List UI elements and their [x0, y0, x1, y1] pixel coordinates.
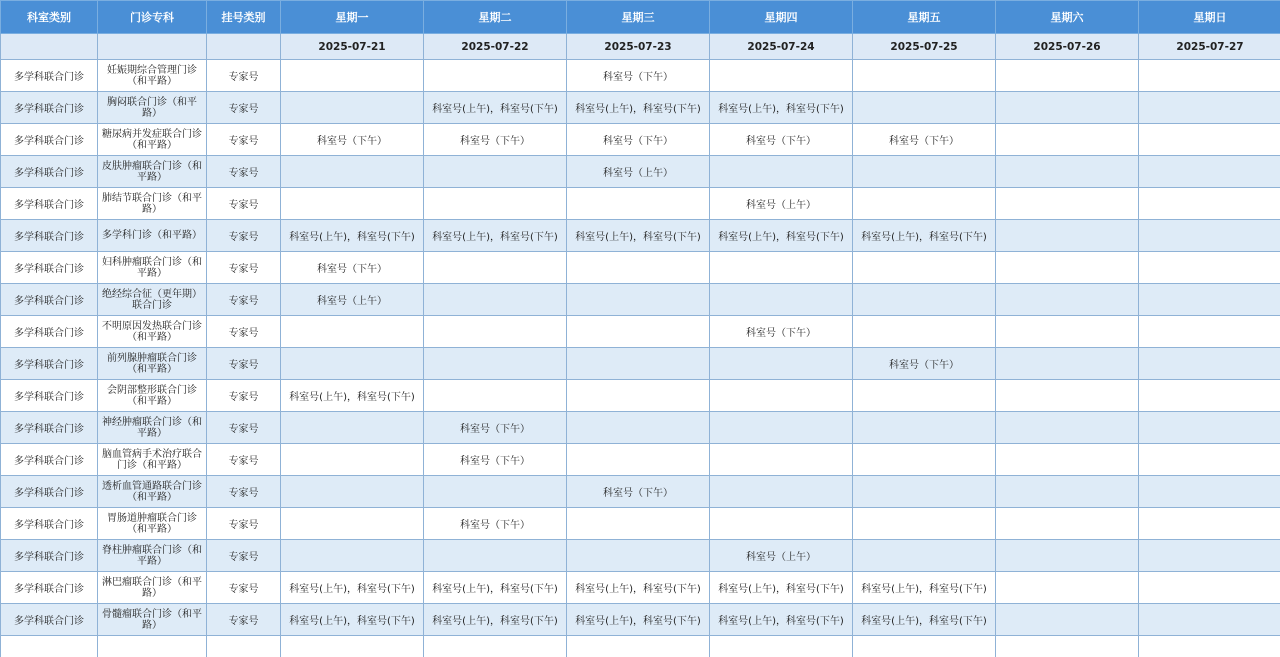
table-row	[1, 412, 1280, 444]
slot-cell-mon	[281, 476, 424, 508]
slot-cell-mon[interactable]: 科室号(上午)，科室号(下午)	[281, 380, 424, 412]
specialty-cell: 妊娠期综合管理门诊（和平路）	[98, 60, 207, 92]
col-header-fri: 星期五	[853, 1, 996, 34]
slot-cell-tue[interactable]: 科室号（下午）	[424, 124, 567, 156]
slot-cell-wed[interactable]: 科室号(上午)，科室号(下午)	[567, 92, 710, 124]
slot-cell-wed	[567, 444, 710, 476]
slot-cell-fri[interactable]: 科室号(上午)，科室号(下午)	[853, 604, 996, 636]
specialty-cell: 绝经综合征（更年期）联合门诊	[98, 284, 207, 316]
col-header-sun: 星期日	[1139, 1, 1280, 34]
slot-cell-tue	[424, 60, 567, 92]
schedule-body	[1, 60, 1280, 657]
date-cell-mon: 2025-07-21	[281, 34, 424, 60]
specialty-cell: 胸闷联合门诊（和平路）	[98, 92, 207, 124]
date-cell-sun: 2025-07-27	[1139, 34, 1280, 60]
empty-cell	[1139, 636, 1280, 657]
slot-cell-wed	[567, 540, 710, 572]
slot-cell-sat	[996, 60, 1139, 92]
date-cell-wed: 2025-07-23	[567, 34, 710, 60]
table-row	[1, 572, 1280, 604]
slot-cell-sun	[1139, 156, 1280, 188]
dept-cell: 多学科联合门诊	[1, 380, 98, 412]
slot-cell-thu	[710, 380, 853, 412]
slot-cell-wed	[567, 348, 710, 380]
slot-cell-sat	[996, 188, 1139, 220]
slot-cell-sun	[1139, 444, 1280, 476]
slot-cell-wed[interactable]: 科室号（上午）	[567, 156, 710, 188]
slot-cell-mon	[281, 412, 424, 444]
col-header-sat: 星期六	[996, 1, 1139, 34]
slot-cell-fri	[853, 412, 996, 444]
slot-cell-sat	[996, 124, 1139, 156]
reg-type-cell: 专家号	[207, 540, 281, 572]
dept-cell: 多学科联合门诊	[1, 508, 98, 540]
empty-cell	[996, 636, 1139, 657]
col-header-mon: 星期一	[281, 1, 424, 34]
slot-cell-thu	[710, 60, 853, 92]
slot-cell-tue[interactable]: 科室号(上午)，科室号(下午)	[424, 604, 567, 636]
slot-cell-mon	[281, 540, 424, 572]
slot-cell-sat	[996, 92, 1139, 124]
table-row	[1, 124, 1280, 156]
dept-cell: 多学科联合门诊	[1, 284, 98, 316]
col-header-tue: 星期二	[424, 1, 567, 34]
dept-cell: 多学科联合门诊	[1, 252, 98, 284]
slot-cell-wed[interactable]: 科室号(上午)，科室号(下午)	[567, 572, 710, 604]
table-row	[1, 540, 1280, 572]
slot-cell-thu[interactable]: 科室号(上午)，科室号(下午)	[710, 604, 853, 636]
slot-cell-sat	[996, 284, 1139, 316]
date-cell-blank	[1, 34, 98, 60]
header-row	[1, 1, 1280, 34]
specialty-cell: 糖尿病并发症联合门诊（和平路）	[98, 124, 207, 156]
slot-cell-sat	[996, 156, 1139, 188]
slot-cell-sun	[1139, 540, 1280, 572]
slot-cell-fri[interactable]: 科室号(上午)，科室号(下午)	[853, 220, 996, 252]
slot-cell-mon[interactable]: 科室号（下午）	[281, 124, 424, 156]
slot-cell-tue	[424, 284, 567, 316]
slot-cell-tue[interactable]: 科室号（下午）	[424, 508, 567, 540]
slot-cell-wed	[567, 508, 710, 540]
dept-cell: 多学科联合门诊	[1, 444, 98, 476]
slot-cell-sat	[996, 316, 1139, 348]
slot-cell-sun	[1139, 604, 1280, 636]
slot-cell-sat	[996, 220, 1139, 252]
empty-cell	[281, 636, 424, 657]
slot-cell-fri[interactable]: 科室号（下午）	[853, 124, 996, 156]
date-cell-thu: 2025-07-24	[710, 34, 853, 60]
reg-type-cell: 专家号	[207, 156, 281, 188]
slot-cell-tue	[424, 348, 567, 380]
slot-cell-thu	[710, 284, 853, 316]
reg-type-cell: 专家号	[207, 220, 281, 252]
specialty-cell: 妇科肿瘤联合门诊（和平路）	[98, 252, 207, 284]
slot-cell-thu	[710, 444, 853, 476]
empty-row	[1, 636, 1280, 657]
date-cell-sat: 2025-07-26	[996, 34, 1139, 60]
slot-cell-mon	[281, 60, 424, 92]
slot-cell-thu[interactable]: 科室号（上午）	[710, 188, 853, 220]
empty-cell	[710, 636, 853, 657]
slot-cell-tue	[424, 476, 567, 508]
slot-cell-sat	[996, 604, 1139, 636]
dept-cell: 多学科联合门诊	[1, 604, 98, 636]
slot-cell-tue[interactable]: 科室号(上午)，科室号(下午)	[424, 92, 567, 124]
slot-cell-fri[interactable]: 科室号(上午)，科室号(下午)	[853, 572, 996, 604]
specialty-cell: 肺结节联合门诊（和平路）	[98, 188, 207, 220]
reg-type-cell: 专家号	[207, 412, 281, 444]
slot-cell-sun	[1139, 316, 1280, 348]
table-row	[1, 92, 1280, 124]
date-cell-blank	[98, 34, 207, 60]
col-header-specialty: 门诊专科	[98, 1, 207, 34]
empty-cell	[424, 636, 567, 657]
dept-cell: 多学科联合门诊	[1, 476, 98, 508]
slot-cell-mon	[281, 508, 424, 540]
slot-cell-wed[interactable]: 科室号(上午)，科室号(下午)	[567, 220, 710, 252]
slot-cell-sun	[1139, 252, 1280, 284]
slot-cell-fri	[853, 540, 996, 572]
reg-type-cell: 专家号	[207, 572, 281, 604]
reg-type-cell: 专家号	[207, 476, 281, 508]
slot-cell-sat	[996, 540, 1139, 572]
table-row	[1, 508, 1280, 540]
slot-cell-sat	[996, 252, 1139, 284]
table-row	[1, 316, 1280, 348]
dept-cell: 多学科联合门诊	[1, 348, 98, 380]
slot-cell-thu[interactable]: 科室号（下午）	[710, 316, 853, 348]
slot-cell-mon	[281, 444, 424, 476]
slot-cell-sun	[1139, 380, 1280, 412]
reg-type-cell: 专家号	[207, 508, 281, 540]
slot-cell-sun	[1139, 348, 1280, 380]
table-row	[1, 188, 1280, 220]
slot-cell-wed	[567, 284, 710, 316]
slot-cell-tue[interactable]: 科室号(上午)，科室号(下午)	[424, 572, 567, 604]
table-row	[1, 348, 1280, 380]
date-cell-fri: 2025-07-25	[853, 34, 996, 60]
slot-cell-tue[interactable]: 科室号(上午)，科室号(下午)	[424, 220, 567, 252]
slot-cell-tue	[424, 380, 567, 412]
dept-cell: 多学科联合门诊	[1, 92, 98, 124]
slot-cell-sun	[1139, 124, 1280, 156]
slot-cell-sun	[1139, 476, 1280, 508]
dept-cell: 多学科联合门诊	[1, 540, 98, 572]
specialty-cell: 前列腺肿瘤联合门诊（和平路）	[98, 348, 207, 380]
reg-type-cell: 专家号	[207, 380, 281, 412]
slot-cell-sun	[1139, 92, 1280, 124]
slot-cell-fri	[853, 476, 996, 508]
reg-type-cell: 专家号	[207, 92, 281, 124]
slot-cell-thu	[710, 476, 853, 508]
specialty-cell: 骨髓瘤联合门诊（和平路）	[98, 604, 207, 636]
reg-type-cell: 专家号	[207, 604, 281, 636]
slot-cell-thu	[710, 508, 853, 540]
slot-cell-wed	[567, 380, 710, 412]
slot-cell-tue	[424, 188, 567, 220]
slot-cell-thu	[710, 412, 853, 444]
dept-cell: 多学科联合门诊	[1, 572, 98, 604]
empty-cell	[207, 636, 281, 657]
slot-cell-sun	[1139, 188, 1280, 220]
slot-cell-tue[interactable]: 科室号（下午）	[424, 412, 567, 444]
specialty-cell: 淋巴瘤联合门诊（和平路）	[98, 572, 207, 604]
slot-cell-sun	[1139, 60, 1280, 92]
col-header-reg-type: 挂号类别	[207, 1, 281, 34]
slot-cell-tue	[424, 540, 567, 572]
table-row	[1, 220, 1280, 252]
slot-cell-mon[interactable]: 科室号(上午)，科室号(下午)	[281, 220, 424, 252]
slot-cell-mon[interactable]: 科室号（上午）	[281, 284, 424, 316]
slot-cell-wed	[567, 252, 710, 284]
reg-type-cell: 专家号	[207, 284, 281, 316]
col-header-thu: 星期四	[710, 1, 853, 34]
slot-cell-thu[interactable]: 科室号(上午)，科室号(下午)	[710, 220, 853, 252]
slot-cell-sat	[996, 348, 1139, 380]
slot-cell-wed	[567, 188, 710, 220]
specialty-cell: 不明原因发热联合门诊（和平路）	[98, 316, 207, 348]
table-row	[1, 60, 1280, 92]
reg-type-cell: 专家号	[207, 444, 281, 476]
slot-cell-thu[interactable]: 科室号(上午)，科室号(下午)	[710, 572, 853, 604]
col-header-dept: 科室类别	[1, 1, 98, 34]
reg-type-cell: 专家号	[207, 60, 281, 92]
empty-cell	[1, 636, 98, 657]
slot-cell-mon	[281, 92, 424, 124]
slot-cell-wed[interactable]: 科室号（下午）	[567, 476, 710, 508]
dept-cell: 多学科联合门诊	[1, 316, 98, 348]
slot-cell-thu[interactable]: 科室号(上午)，科室号(下午)	[710, 92, 853, 124]
specialty-cell: 脑血管病手术治疗联合门诊（和平路）	[98, 444, 207, 476]
table-row	[1, 252, 1280, 284]
slot-cell-wed	[567, 412, 710, 444]
slot-cell-mon	[281, 156, 424, 188]
slot-cell-mon[interactable]: 科室号(上午)，科室号(下午)	[281, 604, 424, 636]
slot-cell-tue	[424, 156, 567, 188]
slot-cell-tue[interactable]: 科室号（下午）	[424, 444, 567, 476]
slot-cell-fri	[853, 508, 996, 540]
slot-cell-sat	[996, 444, 1139, 476]
dept-cell: 多学科联合门诊	[1, 188, 98, 220]
specialty-cell: 多学科门诊（和平路）	[98, 220, 207, 252]
slot-cell-wed	[567, 316, 710, 348]
table-row	[1, 444, 1280, 476]
slot-cell-fri	[853, 316, 996, 348]
slot-cell-sat	[996, 508, 1139, 540]
empty-cell	[98, 636, 207, 657]
specialty-cell: 脊柱肿瘤联合门诊（和平路）	[98, 540, 207, 572]
slot-cell-thu	[710, 156, 853, 188]
slot-cell-tue	[424, 316, 567, 348]
slot-cell-mon[interactable]: 科室号(上午)，科室号(下午)	[281, 572, 424, 604]
slot-cell-wed[interactable]: 科室号（下午）	[567, 124, 710, 156]
slot-cell-sat	[996, 572, 1139, 604]
slot-cell-sun	[1139, 220, 1280, 252]
table-row	[1, 380, 1280, 412]
slot-cell-mon	[281, 348, 424, 380]
reg-type-cell: 专家号	[207, 252, 281, 284]
slot-cell-fri	[853, 284, 996, 316]
empty-cell	[567, 636, 710, 657]
slot-cell-sun	[1139, 284, 1280, 316]
slot-cell-sat	[996, 380, 1139, 412]
slot-cell-mon[interactable]: 科室号（下午）	[281, 252, 424, 284]
date-cell-blank	[207, 34, 281, 60]
dept-cell: 多学科联合门诊	[1, 156, 98, 188]
slot-cell-sat	[996, 476, 1139, 508]
slot-cell-thu	[710, 252, 853, 284]
reg-type-cell: 专家号	[207, 348, 281, 380]
slot-cell-fri	[853, 156, 996, 188]
slot-cell-sun	[1139, 572, 1280, 604]
dept-cell: 多学科联合门诊	[1, 220, 98, 252]
slot-cell-sat	[996, 412, 1139, 444]
slot-cell-mon	[281, 188, 424, 220]
specialty-cell: 透析血管通路联合门诊（和平路）	[98, 476, 207, 508]
specialty-cell: 胃肠道肿瘤联合门诊（和平路）	[98, 508, 207, 540]
slot-cell-fri	[853, 444, 996, 476]
slot-cell-fri	[853, 92, 996, 124]
slot-cell-fri	[853, 380, 996, 412]
table-row	[1, 604, 1280, 636]
slot-cell-sun	[1139, 412, 1280, 444]
slot-cell-thu[interactable]: 科室号（下午）	[710, 124, 853, 156]
slot-cell-wed[interactable]: 科室号(上午)，科室号(下午)	[567, 604, 710, 636]
reg-type-cell: 专家号	[207, 188, 281, 220]
slot-cell-fri[interactable]: 科室号（下午）	[853, 348, 996, 380]
slot-cell-tue	[424, 252, 567, 284]
table-row	[1, 156, 1280, 188]
dept-cell: 多学科联合门诊	[1, 412, 98, 444]
col-header-wed: 星期三	[567, 1, 710, 34]
table-row	[1, 476, 1280, 508]
slot-cell-mon	[281, 316, 424, 348]
slot-cell-sun	[1139, 508, 1280, 540]
date-row	[1, 34, 1280, 60]
slot-cell-fri	[853, 60, 996, 92]
slot-cell-fri	[853, 252, 996, 284]
reg-type-cell: 专家号	[207, 124, 281, 156]
specialty-cell: 会阴部整形联合门诊（和平路）	[98, 380, 207, 412]
specialty-cell: 神经肿瘤联合门诊（和平路）	[98, 412, 207, 444]
slot-cell-wed[interactable]: 科室号（下午）	[567, 60, 710, 92]
dept-cell: 多学科联合门诊	[1, 60, 98, 92]
specialty-cell: 皮肤肿瘤联合门诊（和平路）	[98, 156, 207, 188]
reg-type-cell: 专家号	[207, 316, 281, 348]
slot-cell-fri	[853, 188, 996, 220]
date-cell-tue: 2025-07-22	[424, 34, 567, 60]
dept-cell: 多学科联合门诊	[1, 124, 98, 156]
table-row	[1, 284, 1280, 316]
slot-cell-thu[interactable]: 科室号（上午）	[710, 540, 853, 572]
empty-cell	[853, 636, 996, 657]
slot-cell-thu	[710, 348, 853, 380]
